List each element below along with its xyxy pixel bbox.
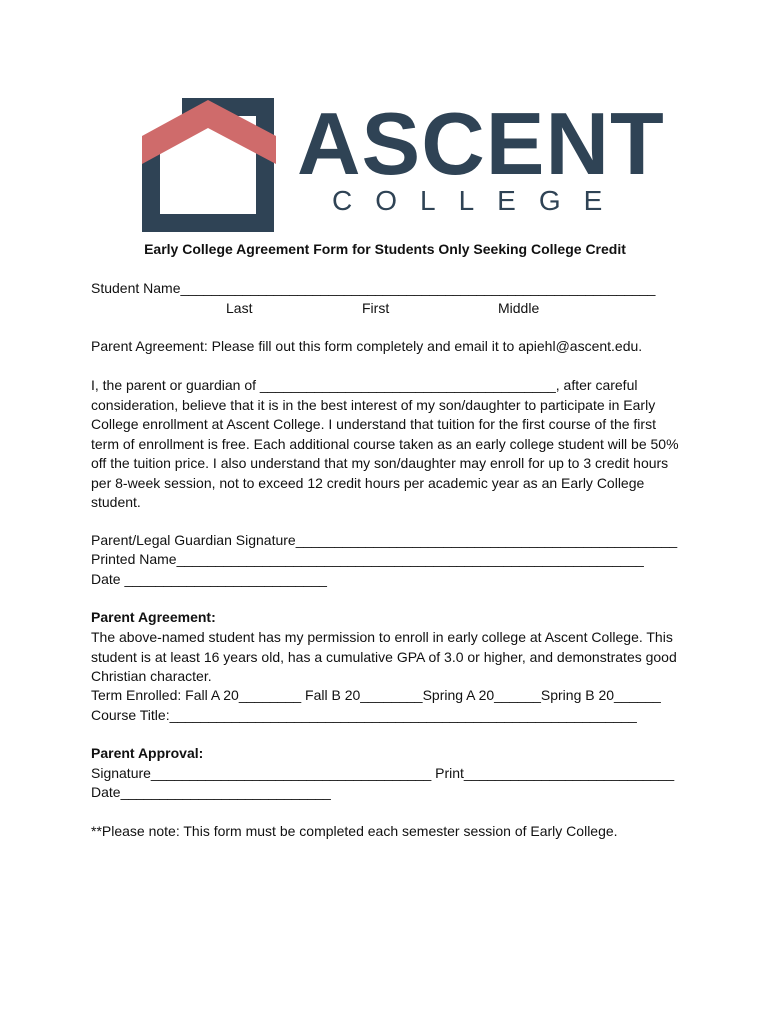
approval-date-field[interactable]: Date___________________________ xyxy=(91,784,331,800)
logo-subtitle: COLLEGE xyxy=(332,185,626,216)
date-field[interactable]: Date __________________________ xyxy=(91,571,327,587)
semester-note: **Please note: This form must be completed each semester session of Early College. xyxy=(91,823,618,839)
student-name-field[interactable]: Student Name_____________________________________________________________ xyxy=(91,280,656,296)
statement-line-6: per 8-week session, not to exceed 12 credit hours per academic year as an Early College xyxy=(91,474,645,491)
form-title: Early College Agreement Form for Students Only Seeking College Credit xyxy=(144,241,626,257)
statement-line-5: off the tuition price. I also understand that my son/daughter may enroll for up to 3 credit hours xyxy=(91,455,669,471)
house-logo-icon xyxy=(142,98,276,232)
term-enrolled-field[interactable]: Term Enrolled: Fall A 20________ Fall B 20________Spring A 20______Spring B 20______ xyxy=(91,687,661,703)
agreement-text xyxy=(91,628,691,687)
parent-agreement-intro: Parent Agreement: Please fill out this form completely and email it to apiehl@ascent.edu. xyxy=(91,338,643,354)
guardian-statement xyxy=(91,376,691,513)
statement-line-4: term of enrollment is free. Each additional course taken as an early college student will be 50% xyxy=(91,435,679,452)
guardian-signature-field[interactable]: Parent/Legal Guardian Signature_________________________________________________ xyxy=(91,532,678,548)
printed-name-field[interactable]: Printed Name____________________________________________________________ xyxy=(91,551,644,567)
course-title-field[interactable]: Course Title:____________________________________________________________ xyxy=(91,707,637,723)
agreement-line-1: The above-named student has my permission to enroll in early college at Ascent College. This xyxy=(91,629,673,645)
student-name-first-label: First xyxy=(362,300,390,316)
statement-line-3: College enrollment at Ascent College. I understand that tuition for the first course of the first xyxy=(91,416,656,432)
parent-approval-heading: Parent Approval: xyxy=(91,745,204,761)
logo-wordmark: ASCENT xyxy=(297,94,665,193)
approval-signature-field[interactable]: Signature____________________________________ Print___________________________ xyxy=(91,765,675,781)
student-name-middle-label: Middle xyxy=(498,300,540,316)
agreement-line-3: Christian character. xyxy=(91,668,212,684)
agreement-line-2: student is at least 16 years old, has a cumulative GPA of 3.0 or higher, and demonstrates good xyxy=(91,648,677,665)
statement-line-7: student. xyxy=(91,494,141,510)
ascent-college-logo xyxy=(140,94,665,234)
parent-agreement-heading: Parent Agreement: xyxy=(91,609,216,625)
student-name-last-label: Last xyxy=(226,300,253,316)
statement-line-1[interactable]: I, the parent or guardian of ______________________________________, after careful xyxy=(91,377,638,393)
statement-line-2: consideration, believe that it is in the best interest of my son/daughter to participate in Early xyxy=(91,396,656,413)
